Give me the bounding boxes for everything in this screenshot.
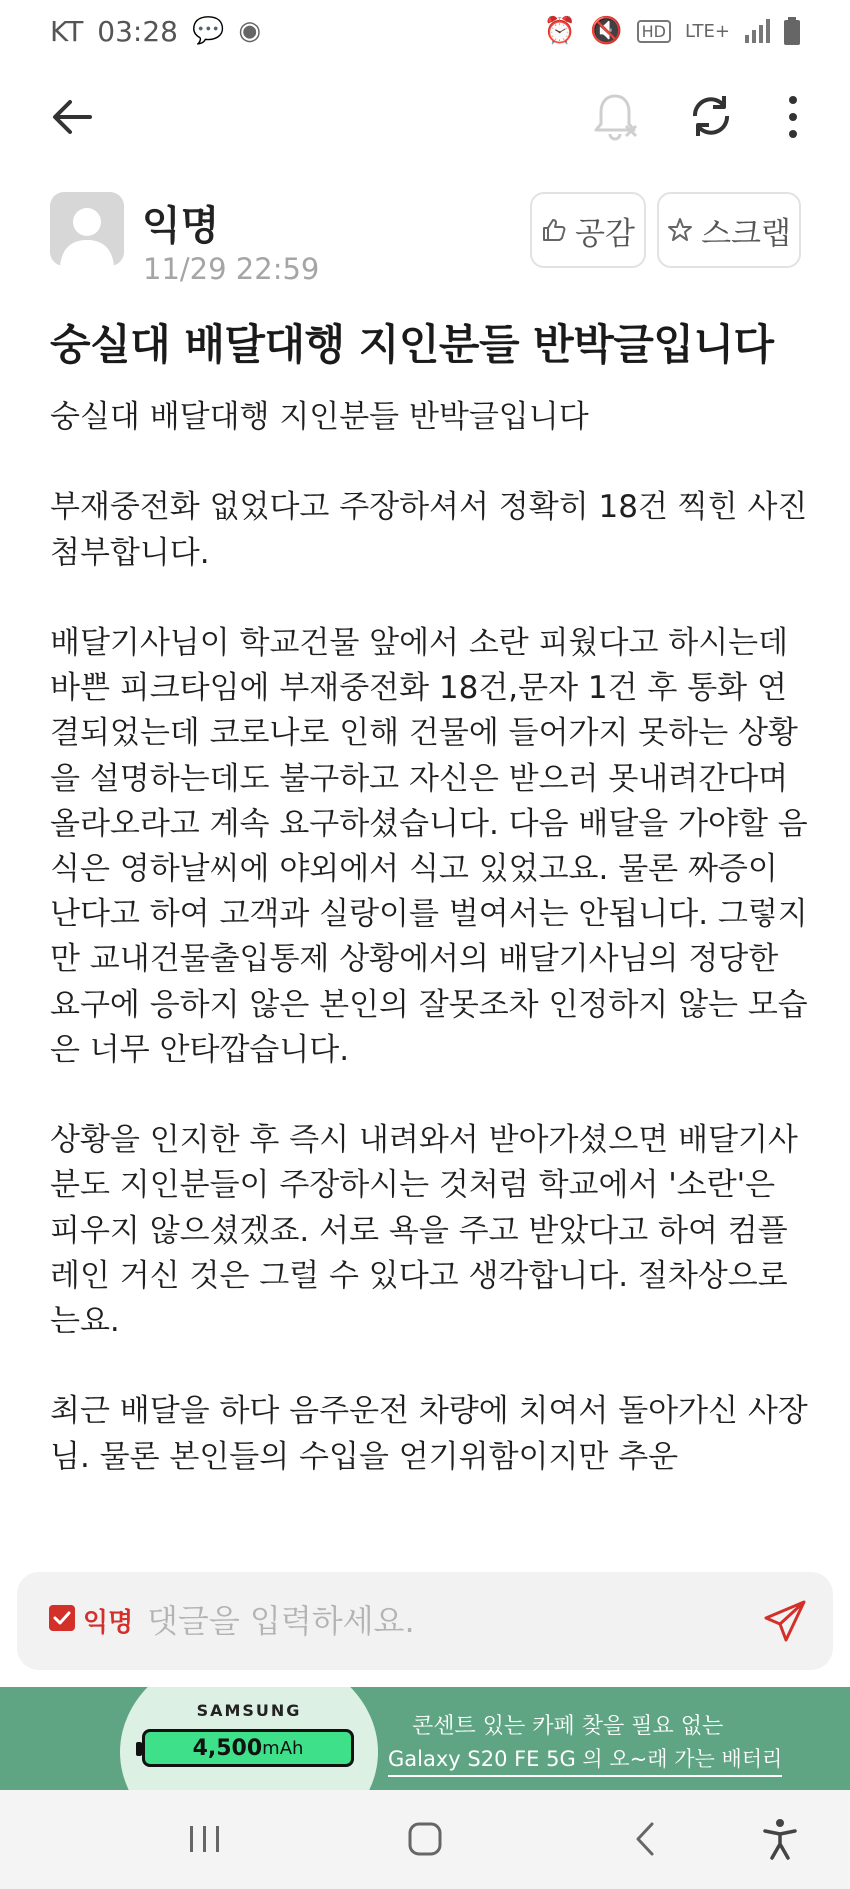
- recent-apps-icon[interactable]: [180, 1814, 230, 1864]
- system-back-icon[interactable]: [620, 1814, 670, 1864]
- talk-notification-icon: 💬: [192, 16, 225, 46]
- post-timestamp: 11/29 22:59: [143, 252, 320, 286]
- hd-voice-icon: HD: [637, 20, 671, 43]
- battery-icon: [784, 17, 800, 45]
- ad-text-line1: 콘센트 있는 카페 찾을 필요 없는: [412, 1714, 724, 1739]
- ad-brand-logo: SAMSUNG: [196, 1701, 302, 1720]
- scrap-button[interactable]: [657, 192, 801, 268]
- send-icon[interactable]: [762, 1598, 808, 1644]
- like-label: 공감: [575, 215, 635, 252]
- author-name: 익명: [142, 203, 220, 249]
- ad-product-graphic: [120, 1687, 378, 1790]
- status-bar: [0, 0, 850, 62]
- avatar: [50, 192, 124, 266]
- mute-icon: 🔇: [590, 16, 623, 46]
- incognito-icon: ◉: [238, 16, 262, 46]
- default-avatar-icon: [50, 192, 124, 266]
- post-body: 숭실대 배달대행 지인분들 반박글입니다 부재중전화 없었다고 주장하셔서 정확히 18건 찍힌 사진 첨부합니다. 배달기사님이 학교건물 앞에서 소란 피웠다고 하시는데 바쁜 피크타임에 부재중전화 18건,문자 1건 후 통화 연결되었는데 코로나로 인해 건물에 들어가지 못하는 상황을 설명하는데도 불구하고 자신은 받으러 못내려간다며 올라오라고 계속 요구하셨습니다. 다음 배달을 가야할 음식은 영하날씨에 야외에서 식고 있었고요. 물론 짜증이 난다고 하여 고객과 실랑이를 벌여서는 안됩니다. 그렇지만 교내건물출입통제 상황에서의 배달기사님의 정당한 요구에 응하지 않은 본인의 잘못조차 인정하지 않는 모습은 너무 안타깝습니다. 상황을 인지한 후 즉시 내려와서 받아가셨으면 배달기사분도 지인분들이 주장하시는 것처럼 학교에서 '소란'은 피우지 않으셨겠죠. 서로 욕을 주고 받았다고 하여 컴플레인 거신 것은 그럴 수 있다고 생각합니다. 절차상으로는요. 최근 배달을 하다 음주운전 차량에 치여서 돌아가신 사장님. 물론 본인들의 수입을 얻기위함이지만 추운: [50, 399, 808, 1475]
- status-left: [50, 15, 261, 48]
- home-icon[interactable]: [400, 1814, 450, 1864]
- ad-battery-unit: mAh: [262, 1737, 304, 1759]
- carrier-label: KT: [50, 14, 84, 48]
- ad-battery-value: 4,500: [192, 1735, 263, 1761]
- ad-banner[interactable]: [0, 1687, 850, 1790]
- refresh-icon[interactable]: [686, 90, 736, 142]
- status-right: [544, 16, 800, 46]
- comment-bar: [17, 1572, 833, 1670]
- anonymous-label[interactable]: 익명: [83, 1608, 134, 1638]
- clock: 03:28: [97, 14, 178, 48]
- back-arrow-icon[interactable]: [50, 94, 96, 140]
- like-button[interactable]: [530, 192, 646, 268]
- system-nav-bar: [0, 1790, 850, 1889]
- more-options-icon[interactable]: [778, 92, 808, 142]
- post-title: 숭실대 배달대행 지인분들 반박글입니다: [50, 320, 774, 369]
- comment-input[interactable]: [147, 1594, 707, 1648]
- scrap-label: 스크랩: [701, 215, 791, 252]
- alarm-icon: ⏰: [543, 16, 577, 46]
- ad-battery-tip: [136, 1742, 142, 1756]
- check-icon: [49, 1605, 75, 1631]
- network-type-label: LTE+: [685, 20, 730, 42]
- star-icon: [667, 217, 693, 243]
- thumbs-up-icon: [541, 217, 567, 243]
- signal-icon: [744, 19, 770, 43]
- anonymous-checkbox[interactable]: [49, 1605, 75, 1631]
- top-bar: [0, 62, 850, 172]
- accessibility-icon[interactable]: [755, 1814, 805, 1864]
- ad-text-line2: Galaxy S20 FE 5G 의 오~래 가는 배터리: [388, 1743, 782, 1777]
- notification-off-bell-icon[interactable]: [590, 90, 640, 142]
- ad-battery-graphic: [142, 1729, 354, 1767]
- post-header: [0, 190, 850, 300]
